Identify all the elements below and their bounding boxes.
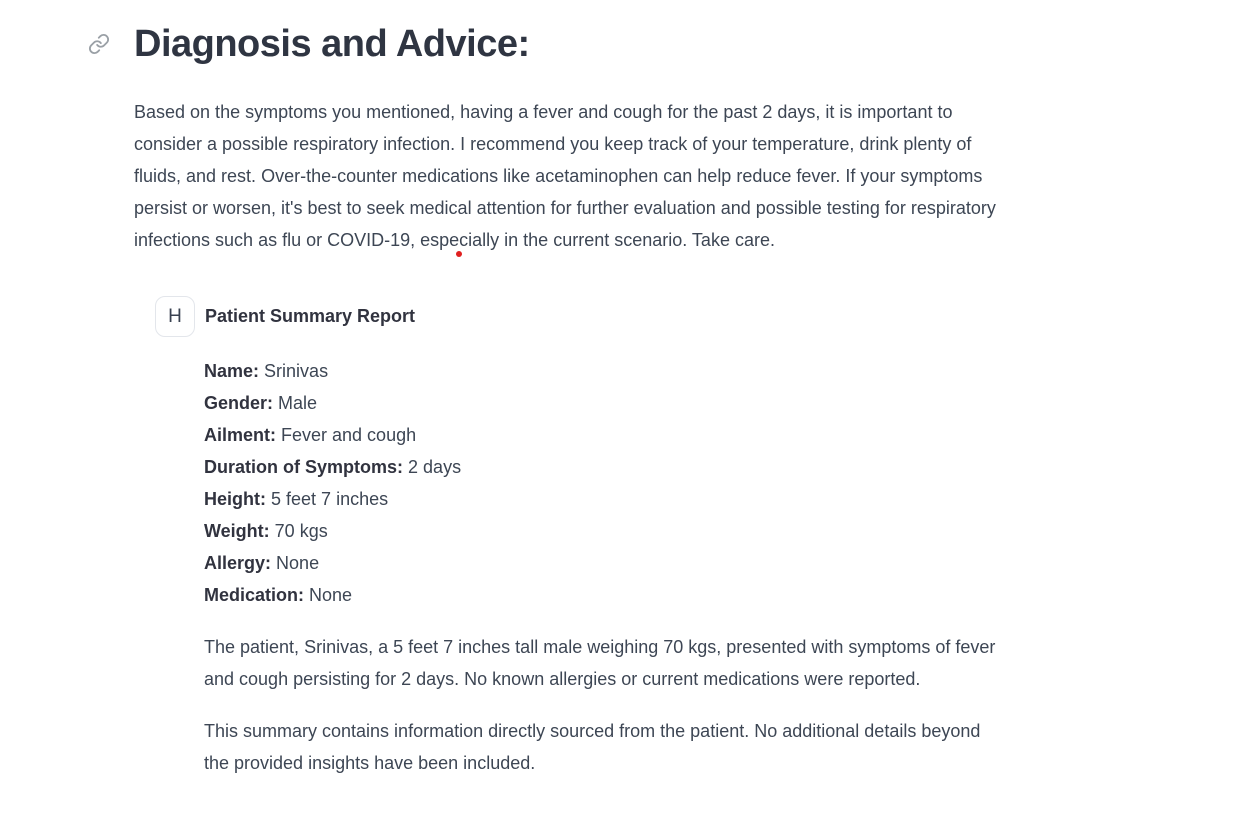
field-medication <box>204 579 1251 611</box>
field-value: Male <box>278 393 318 413</box>
field-value: 2 days <box>408 457 462 477</box>
intro-paragraph: Based on the symptoms you mentioned, having a fever and cough for the past 2 days, it is important to consider a possible respiratory infection. I recommend you keep track of your temperature, drink plenty of fluids, and rest. Over-the-counter medications like acetaminophen can help reduce fever. If your symptoms persist or worsen, it's best to seek medical attention for further evaluation and possible testing for respiratory infections such as flu or COVID-19, especially in the current scenario. Take care. <box>134 102 996 250</box>
field-label: Medication: <box>204 585 305 605</box>
field-value: None <box>276 553 320 573</box>
field-label: Duration of Symptoms: <box>204 457 404 477</box>
click-indicator-dot <box>456 251 462 257</box>
field-label: Allergy: <box>204 553 272 573</box>
field-label: Weight: <box>204 521 270 541</box>
field-height <box>204 483 1251 515</box>
report-body <box>204 355 1251 779</box>
report-summary-paragraph: The patient, Srinivas, a 5 feet 7 inches tall male weighing 70 kgs, presented with symptoms of fever and cough persisting for 2 days. No known allergies or current medications were reported. <box>204 637 996 689</box>
field-label: Name: <box>204 361 260 381</box>
heading-row <box>86 0 1251 66</box>
avatar-badge: H <box>155 296 195 337</box>
report-header <box>155 296 1251 337</box>
field-gender <box>204 387 1251 419</box>
field-label: Ailment: <box>204 425 276 445</box>
report-disclaimer-paragraph: This summary contains information directly sourced from the patient. No additional details beyond the provided insights have been included. <box>204 721 981 773</box>
field-weight <box>204 515 1251 547</box>
field-value: 5 feet 7 inches <box>271 489 389 509</box>
patient-summary-report <box>155 296 1251 779</box>
field-value: Srinivas <box>264 361 329 381</box>
field-name <box>204 355 1251 387</box>
field-ailment <box>204 419 1251 451</box>
report-title: Patient Summary Report <box>205 306 416 326</box>
report-fields <box>204 355 1251 611</box>
field-value: Fever and cough <box>281 425 417 445</box>
field-allergy <box>204 547 1251 579</box>
field-value: 70 kgs <box>274 521 328 541</box>
page-title: Diagnosis and Advice: <box>134 23 530 65</box>
field-value: None <box>309 585 353 605</box>
field-label: Gender: <box>204 393 274 413</box>
field-duration <box>204 451 1251 483</box>
link-anchor-icon[interactable] <box>86 31 112 57</box>
field-label: Height: <box>204 489 266 509</box>
